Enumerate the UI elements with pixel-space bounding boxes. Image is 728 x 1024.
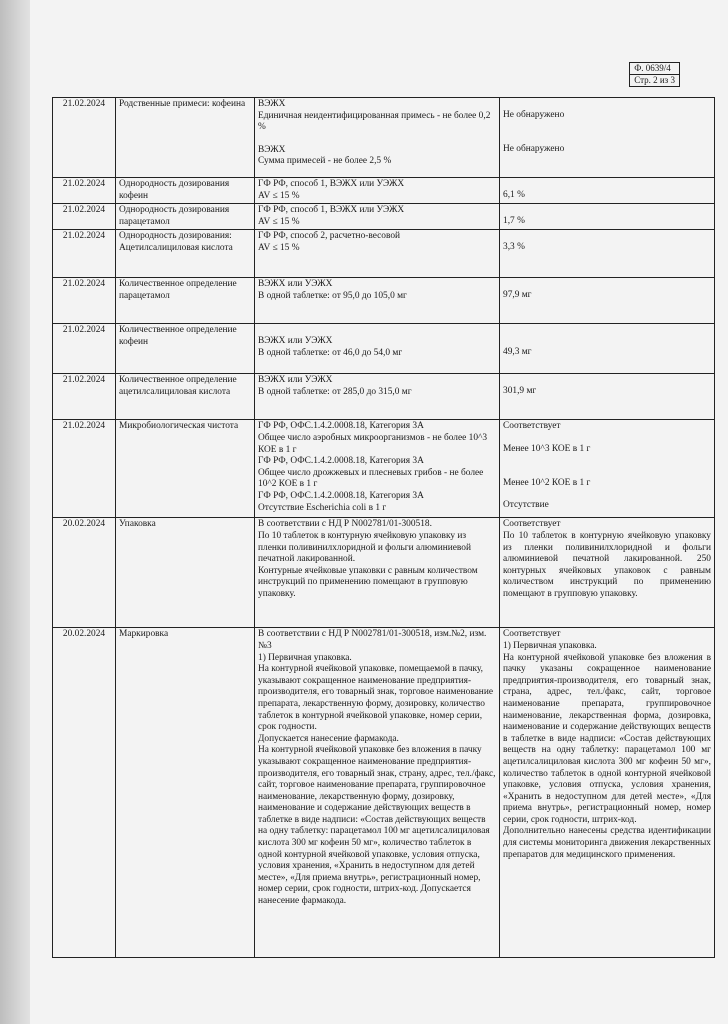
test-date: 21.02.2024 (53, 230, 116, 278)
result-cell (500, 278, 715, 324)
result-line: Соответствует (503, 519, 561, 530)
test-date: 21.02.2024 (53, 278, 116, 324)
result-cell (500, 98, 715, 178)
requirement-line: Допускается нанесение фармакода. (258, 733, 399, 744)
result-line (503, 489, 711, 500)
result-cell (500, 178, 715, 204)
table-row (53, 324, 715, 374)
result-line: 301,9 мг (503, 386, 537, 397)
test-name: Родственные примеси: кофеина (116, 98, 255, 178)
table-row (53, 374, 715, 420)
requirement-line: Общее число аэробных микроорганизмов - не более 10^3 КОЕ в 1 г (258, 432, 488, 455)
result-line: 49,3 мг (503, 347, 532, 358)
result-cell (500, 374, 715, 420)
table-row (53, 420, 715, 518)
result-line (503, 433, 711, 444)
requirement-cell (255, 628, 500, 958)
result-line: На контурной ячейковой упаковке без вложения в пачку указаны сокращенное наименование предприятия-производителя, его товарный знак, страна, адрес, тел./факс, сайт, торговое наименование препарата, группировочное наименование, лекарственная форма, дозировка, наименование и содержание действующих веществ в таблетке в виде надписи: «Состав действующих веществ на одну таблетку: парацетамол 100 мг ацетилсалициловая кислота 300 мг кофеин 50 мг», количество таблеток в одной контурной ячейковой упаковке, условия отпуска, условия хранения, «Хранить в недоступном для детей месте», «Для приема внутрь», регистрационный номер, номер серии, срок годности, штрих-код. (503, 652, 711, 825)
result-cell (500, 324, 715, 374)
result-cell (500, 628, 715, 958)
form-stamp (629, 62, 680, 87)
result-line: Соответствует (503, 629, 561, 640)
test-date: 21.02.2024 (53, 420, 116, 518)
result-line (503, 456, 711, 467)
requirement-line: ГФ РФ, ОФС.1.4.2.0008.18, Категория 3А (258, 456, 424, 467)
requirement-cell (255, 374, 500, 420)
result-line: 1) Первичная упаковка. (503, 640, 597, 651)
result-line (503, 205, 711, 216)
result-line (503, 336, 711, 347)
requirement-line: По 10 таблеток в контурную ячейковую упаковку из пленки поливинилхлоридной и фольги алюминиевой печатной лакированной. (258, 530, 471, 565)
requirement-line: AV ≤ 15 % (258, 216, 300, 227)
result-line (503, 467, 711, 478)
result-line (503, 231, 711, 242)
requirement-line: ВЭЖХ или УЭЖХ (258, 336, 333, 347)
form-number: Ф. 0639/4 (634, 63, 671, 73)
test-date: 21.02.2024 (53, 204, 116, 230)
result-line: Соответствует (503, 421, 561, 432)
result-line: По 10 таблеток в контурную ячейковую упаковку из пленки поливинилхлоридной и фольги алюминиевой печатной лакированной. 250 контурных ячейковых упаковок с равным количеством инструкций по применению помещают в групповую упаковку. (503, 530, 711, 599)
requirement-line: На контурной ячейковой упаковке, помещаемой в пачку, указывают сокращенное наименование предприятия-производителя, его товарный знак, торговое наименование препарата, лекарственную форму, дозировку, количество таблеток в контурной ячейковой упаковке, номер серии, срок годности. (258, 664, 494, 733)
requirement-cell (255, 178, 500, 204)
test-name: Количественное определение ацетилсалициловая кислота (116, 374, 255, 420)
result-line: 6,1 % (503, 190, 525, 200)
requirement-line: ВЭЖХ (258, 99, 286, 109)
test-name: Упаковка (116, 518, 255, 628)
requirement-line: Отсутствие Escherichia coli в 1 г (258, 502, 387, 513)
requirement-line: В соответствии с НД Р N002781/01-300518. (258, 519, 432, 530)
test-date: 21.02.2024 (53, 374, 116, 420)
requirement-line: ГФ РФ, способ 2, расчетно-весовой (258, 231, 401, 242)
test-date: 20.02.2024 (53, 518, 116, 628)
result-cell (500, 518, 715, 628)
requirement-line: В одной таблетке: от 285,0 до 315,0 мг (258, 386, 412, 397)
requirement-line: ВЭЖХ (258, 144, 286, 155)
test-name: Количественное определение парацетамол (116, 278, 255, 324)
table-row (53, 204, 715, 230)
requirement-line: 1) Первичная упаковка. (258, 652, 352, 663)
result-cell (500, 420, 715, 518)
table-row (53, 178, 715, 204)
requirement-cell (255, 420, 500, 518)
result-line: Менее 10^3 КОЕ в 1 г (503, 443, 591, 454)
test-name: Однородность дозирования кофеин (116, 178, 255, 204)
result-line: Дополнительно нанесены средства идентификации для системы мониторинга движения лекарственных препаратов для медицинского применения. (503, 826, 711, 860)
page-number: Стр. 2 из 3 (630, 74, 679, 86)
requirement-line (258, 325, 496, 336)
requirement-cell (255, 278, 500, 324)
test-name: Однородность дозирования парацетамол (116, 204, 255, 230)
table-row (53, 230, 715, 278)
result-line (503, 122, 711, 133)
result-line: 97,9 мг (503, 290, 532, 301)
requirement-line: ВЭЖХ или УЭЖХ (258, 375, 333, 386)
test-date: 20.02.2024 (53, 628, 116, 958)
test-name: Микробиологическая чистота (116, 420, 255, 518)
requirement-line: ГФ РФ, способ 1, ВЭЖХ или УЭЖХ (258, 205, 405, 216)
requirement-line: Единичная неидентифицированная примесь - не более 0,2 % (258, 110, 491, 133)
requirement-line: ВЭЖХ или УЭЖХ (258, 279, 333, 290)
result-line: Не обнаружено (503, 143, 565, 154)
result-line (503, 99, 711, 110)
requirement-line: ГФ РФ, ОФС.1.4.2.0008.18, Категория 3А (258, 490, 424, 501)
result-line (503, 279, 711, 290)
requirement-line: В одной таблетке: от 46,0 до 54,0 мг (258, 347, 403, 358)
requirement-cell (255, 518, 500, 628)
result-line (503, 325, 711, 336)
requirement-line (258, 134, 496, 145)
requirement-line: AV ≤ 15 % (258, 190, 300, 201)
test-name: Маркировка (116, 628, 255, 958)
requirement-cell (255, 204, 500, 230)
requirement-line: Контурные ячейковые упаковки с равным количеством инструкций по применению помещают в групповую упаковку. (258, 565, 478, 599)
table-row (53, 628, 715, 958)
requirement-line: Сумма примесей - не более 2,5 % (258, 156, 392, 167)
result-line: Менее 10^2 КОЕ в 1 г (503, 477, 591, 488)
result-cell (500, 230, 715, 278)
result-line (503, 133, 711, 144)
test-name: Количественное определение кофеин (116, 324, 255, 374)
requirement-cell (255, 324, 500, 374)
table-row (53, 98, 715, 178)
result-line (503, 179, 711, 190)
requirement-cell (255, 230, 500, 278)
requirement-line: На контурной ячейковой упаковке без вложения в пачку указывают сокращенное наименование предприятия-производителя, его товарный знак, страну, адрес, тел./факс, сайт, торговое наименование препарата, группировочное наименование, лекарственную форму, дозировку, наименование и содержание действующих веществ в таблетке в виде надписи: «Состав действующих веществ на одну таблетку: парацетамол 100 мг ацетилсалициловая кислота 300 мг кофеин 50 мг», количество таблеток в одной контурной ячейковой упаковке, условия отпуска, условия хранения, «Хранить в недоступном для детей месте», «Для приема внутрь», регистрационный номер, номер серии, срок годности, штрих-код. Допускается нанесение фармакода. (258, 745, 496, 907)
result-line (503, 375, 711, 386)
table-row (53, 518, 715, 628)
requirement-line: ГФ РФ, способ 1, ВЭЖХ или УЭЖХ (258, 179, 405, 189)
result-line: 3,3 % (503, 242, 525, 253)
requirement-cell (255, 98, 500, 178)
test-name: Однородность дозирования: Ацетилсалициловая кислота (116, 230, 255, 278)
table-row (53, 278, 715, 324)
requirement-line: В соответствии с НД Р N002781/01-300518, изм.№2, изм.№3 (258, 629, 487, 651)
requirement-line: ГФ РФ, ОФС.1.4.2.0008.18, Категория 3А (258, 421, 424, 432)
test-date: 21.02.2024 (53, 98, 116, 178)
result-line: 1,7 % (503, 216, 525, 227)
result-line: Не обнаружено (503, 110, 565, 120)
test-results-table (52, 97, 715, 958)
requirement-line: AV ≤ 15 % (258, 242, 300, 253)
requirement-line: Общее число дрожжевых и плесневых грибов - не более 10^2 КОЕ в 1 г (258, 467, 484, 490)
requirement-line: В одной таблетке: от 95,0 до 105,0 мг (258, 290, 407, 301)
test-date: 21.02.2024 (53, 324, 116, 374)
result-cell (500, 204, 715, 230)
test-date: 21.02.2024 (53, 178, 116, 204)
result-line: Отсутствие (503, 500, 549, 511)
